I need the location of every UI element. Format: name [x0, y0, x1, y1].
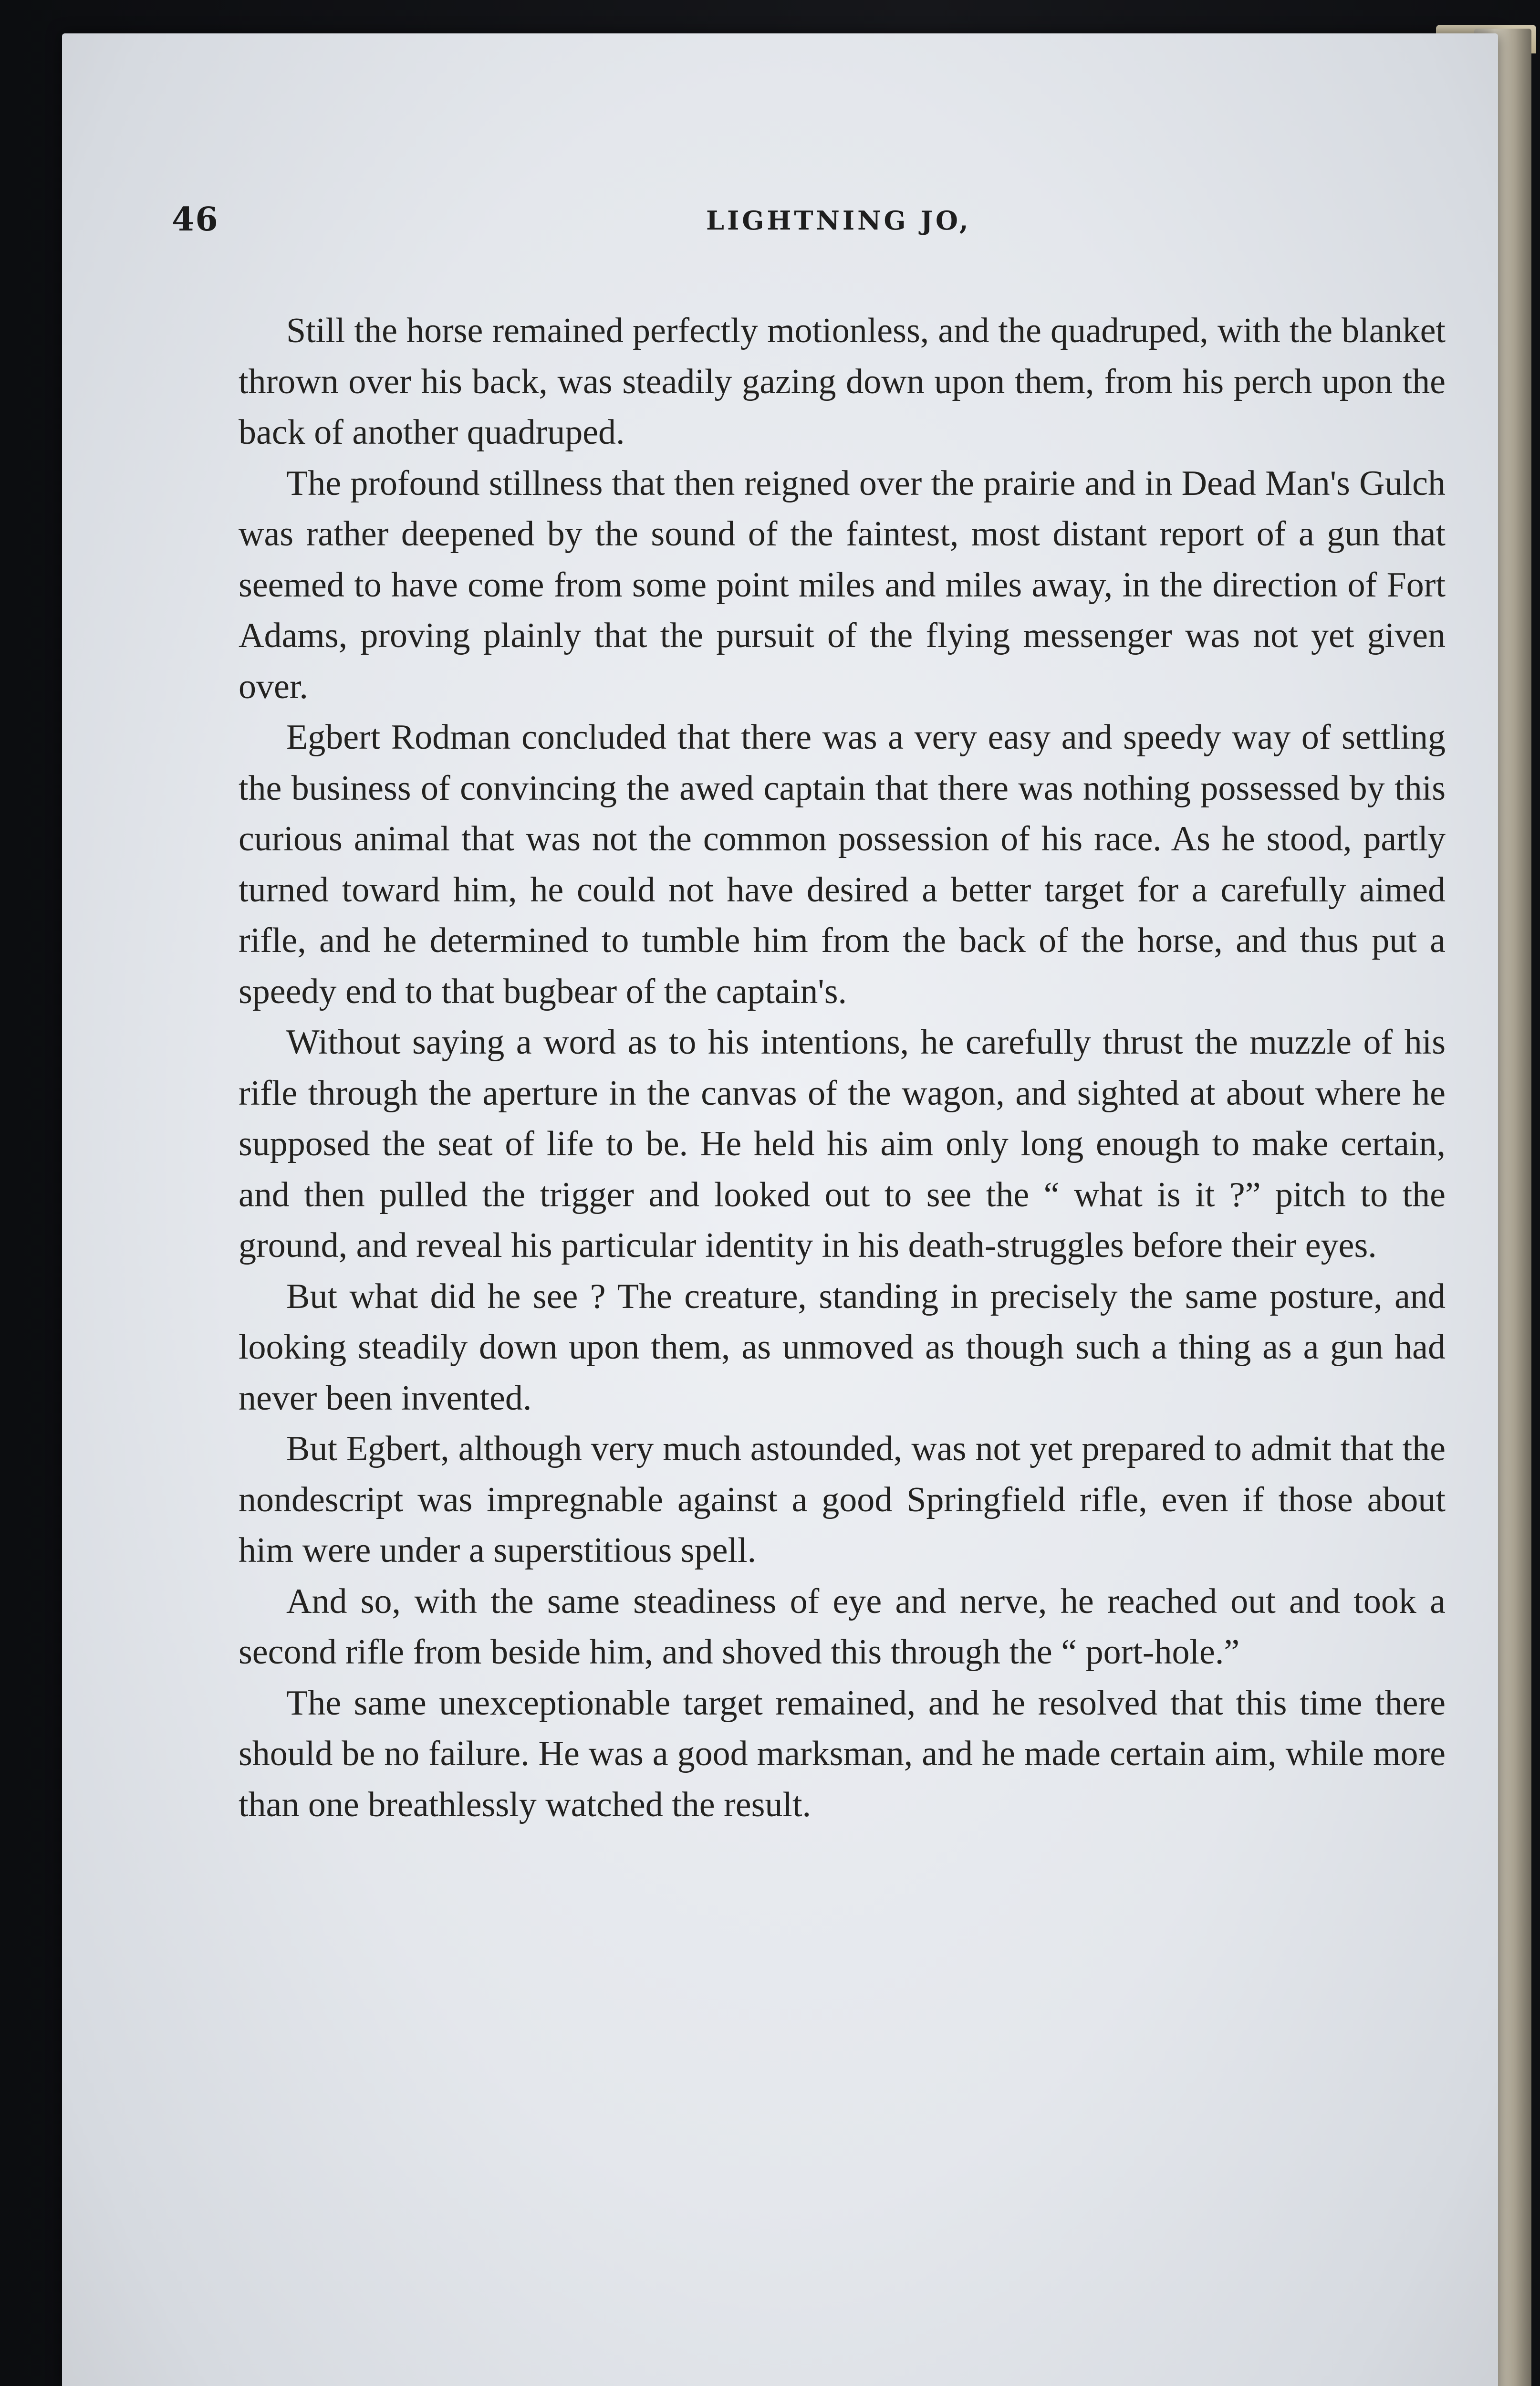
paragraph-7: And so, with the same steadiness of eye and nerve, he reached out and took a second rifle from beside him, and shoved this through the “ port-hole.”: [239, 1581, 1446, 1672]
page-number: 46: [172, 200, 219, 239]
paragraph-6: But Egbert, although very much astounded, was not yet prepared to admit that the nondescript was impregnable against a good Springfield rifle, even if those about him were under a superstitious spell.: [239, 1429, 1446, 1570]
paragraph-2: The profound stillness that then reigned over the prairie and in Dead Man's Gulch was rather deepened by the sound of the faintest, most distant report of a gun that seemed to have come from some point miles and miles away, in the direction of Fort Adams, proving plainly that the pursuit of the flying messenger was not yet given over.: [239, 463, 1446, 706]
paragraph-8: The same unexceptionable target remained, and he resolved that this time there should be no failure. He was a good marksman, and he made certain aim, while more than one breathlessly watched the result.: [239, 1683, 1446, 1824]
paragraph-5: But what did he see ? The creature, standing in precisely the same posture, and looking steadily down upon them, as unmoved as though such a thing as a gun had never been invented.: [239, 1277, 1446, 1418]
page-header: [172, 200, 1460, 258]
body-text: [239, 305, 1446, 1830]
paragraph-1: Still the horse remained perfectly motionless, and the quadruped, with the blanket thrown over his back, was steadily gazing down upon them, from his perch upon the back of another quadruped.: [239, 311, 1446, 452]
paragraph-3: Egbert Rodman concluded that there was a very easy and speedy way of settling the business of convincing the awed captain that there was nothing possessed by this curious animal that was not the common possession of his race. As he stood, partly turned toward him, he could not have desired a better target for a carefully aimed rifle, and he determined to tumble him from the back of the horse, and thus put a speedy end to that bugbear of the captain's.: [239, 718, 1446, 1011]
running-head: LIGHTNING JO,: [706, 205, 971, 236]
paragraph-4: Without saying a word as to his intentions, he carefully thrust the muzzle of his rifle through the aperture in the canvas of the wagon, and sighted at about where he supposed the seat of life to be. He held his aim only long enough to make certain, and then pulled the trigger and looked out to see the “ what is it ?” pitch to the ground, and reveal his particular identity in his death-struggles before their eyes.: [239, 1023, 1446, 1265]
